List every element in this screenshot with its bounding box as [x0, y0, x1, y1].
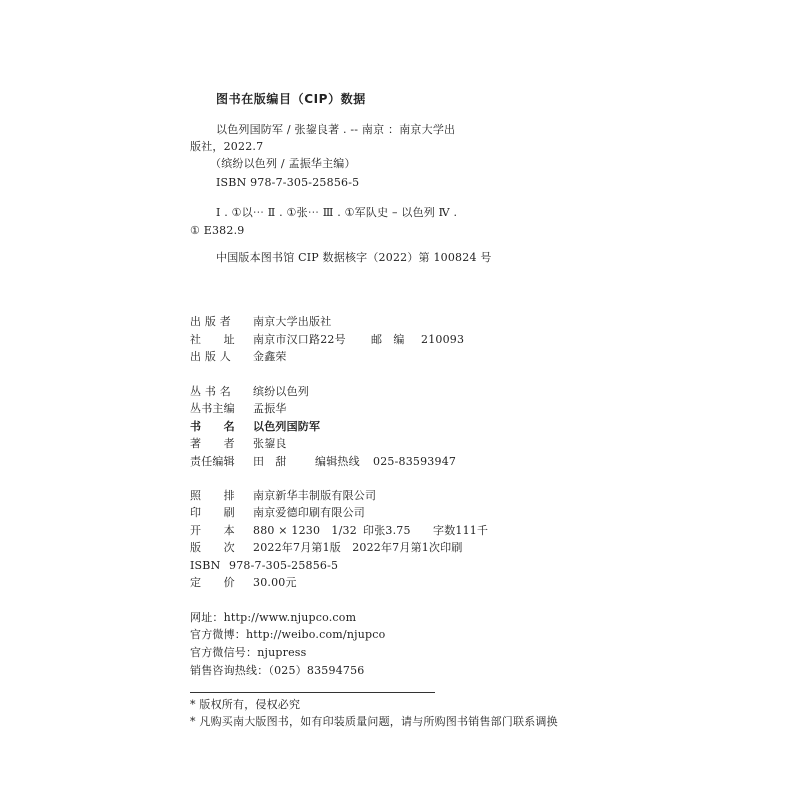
series-editor-label: 丛书主编: [190, 402, 235, 415]
book-title-label: 书 名: [190, 420, 235, 433]
responsible-editor-value: 田 甜: [253, 455, 287, 468]
address-value: 南京市汉口路22号: [253, 333, 346, 346]
address-label: 社 址: [190, 333, 235, 346]
cip-line-2: 版社，2022.7: [190, 140, 264, 153]
official-weibo: 官方微博：http://weibo.com/njupco: [190, 628, 386, 641]
sheets-value: 印张3.75: [363, 524, 411, 537]
sales-hotline: 销售咨询热线：（025）83594756: [190, 664, 365, 677]
copyright-note: * 版权所有，侵权必究: [190, 698, 301, 711]
cip-classification-1: Ⅰ . ①以⋯ Ⅱ . ①张⋯ Ⅲ . ①军队史 – 以色列 Ⅳ .: [216, 206, 458, 219]
edition-label: 版 次: [190, 541, 235, 554]
cip-line-1: 以色列国防军 / 张鋆良著 . -- 南京 ：南京大学出: [216, 123, 456, 136]
publisher-label: 出 版 者: [190, 315, 231, 328]
publisher-person-label: 出 版 人: [190, 350, 231, 363]
series-name-value: 缤纷以色列: [253, 385, 309, 398]
format-value: 880 × 1230 1/32: [253, 524, 357, 537]
isbn-label: ISBN: [190, 559, 221, 572]
book-title-value: 以色列国防军: [253, 420, 321, 433]
format-label: 开 本: [190, 524, 235, 537]
zip-value: 210093: [421, 333, 465, 346]
divider-line: [190, 692, 435, 693]
author-value: 张鋆良: [253, 437, 287, 450]
publisher-value: 南京大学出版社: [253, 315, 332, 328]
price-label: 定 价: [190, 576, 235, 589]
typeset-label: 照 排: [190, 489, 235, 502]
cip-series-line: （缤纷以色列 / 孟振华主编）: [210, 157, 356, 170]
official-wechat: 官方微信号：njupress: [190, 646, 307, 659]
cip-isbn-line: ISBN 978-7-305-25856-5: [216, 176, 360, 189]
printer-value: 南京爱德印刷有限公司: [253, 506, 365, 519]
cip-classification-2: ① E382.9: [190, 224, 245, 237]
quality-note: * 凡购买南大版图书，如有印装质量问题，请与所购图书销售部门联系调换: [190, 715, 558, 728]
cip-title: 图书在版编目（CIP）数据: [216, 92, 366, 106]
zip-label: 邮 编: [371, 333, 405, 346]
isbn-value: 978-7-305-25856-5: [229, 559, 339, 572]
typeset-value: 南京新华丰制版有限公司: [253, 489, 377, 502]
editor-hotline-value: 025-83593947: [373, 455, 457, 468]
printer-label: 印 刷: [190, 506, 235, 519]
words-value: 字数111千: [433, 524, 489, 537]
author-label: 著 者: [190, 437, 235, 450]
series-name-label: 丛 书 名: [190, 385, 231, 398]
series-editor-value: 孟振华: [253, 402, 287, 415]
price-value: 30.00元: [253, 576, 297, 589]
responsible-editor-label: 责任编辑: [190, 455, 235, 468]
cip-record-number: 中国版本图书馆 CIP 数据核字（2022）第 100824 号: [216, 251, 492, 264]
website: 网址：http://www.njupco.com: [190, 611, 357, 624]
publisher-person-value: 金鑫荣: [253, 350, 287, 363]
edition-value: 2022年7月第1版 2022年7月第1次印刷: [253, 541, 463, 554]
editor-hotline-label: 编辑热线: [315, 455, 360, 468]
